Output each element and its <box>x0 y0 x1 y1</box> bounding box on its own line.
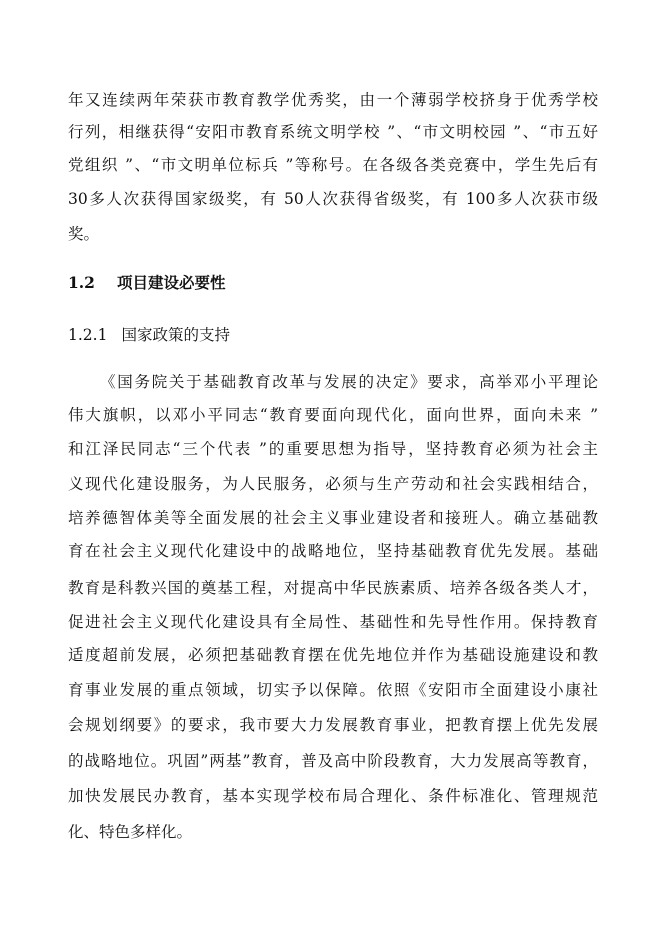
text-line: 培养德智体美等全面发展的社会主义事业建设者和接班人。确立基础教 <box>68 509 598 527</box>
text-line: 的战略地位。巩固”两基”教育，普及高中阶段教育，大力发展高等教育， <box>68 752 598 770</box>
text-line: 党组织 ”、“市文明单位标兵 ”等称号。在各级各类竞赛中，学生先后有 <box>68 156 598 174</box>
subsection-title: 国家政策的支持 <box>121 326 230 344</box>
text-line: 义现代化建设服务，为人民服务，必须与生产劳动和社会实践相结合， <box>68 475 598 493</box>
subsection-heading <box>68 325 230 345</box>
subsection-number: 1.2.1 <box>68 326 108 344</box>
text-line: 育事业发展的重点领域，切实予以保障。依照《安阳市全面建设小康社 <box>68 681 598 699</box>
text-line: 育在社会主义现代化建设中的战略地位，坚持基础教育优先发展。基础 <box>68 542 598 560</box>
text-line: 《国务院关于基础教育改革与发展的决定》要求，高举邓小平理论 <box>100 373 598 391</box>
text-line: 行列，相继获得“安阳市教育系统文明学校 ”、“市文明校园 ”、“市五好 <box>68 123 598 141</box>
text-line: 和江泽民同志“三个代表 ”的重要思想为指导，坚持教育必须为社会主 <box>68 440 598 458</box>
text-line: 促进社会主义现代化建设具有全局性、基础性和先导性作用。保持教育 <box>68 613 598 631</box>
text-line: 适度超前发展，必须把基础教育摆在优先地位并作为基础设施建设和教 <box>68 646 598 664</box>
section-number: 1.2 <box>68 273 95 292</box>
text-line: 奖。 <box>68 225 100 243</box>
text-line: 年又连续两年荣获市教育教学优秀奖，由一个薄弱学校挤身于优秀学校 <box>68 91 598 109</box>
text-line: 会规划纲要》的要求，我市要大力发展教育事业，把教育摆上优先发展 <box>68 716 598 734</box>
text-line: 30多人次获得国家级奖，有 50人次获得省级奖，有 100多人次获市级 <box>68 190 598 208</box>
section-heading <box>68 273 225 293</box>
text-line: 化、特色多样化。 <box>68 823 193 841</box>
text-line: 加快发展民办教育，基本实现学校布局合理化、条件标准化、管理规范 <box>68 787 598 805</box>
section-title: 项目建设必要性 <box>116 273 226 292</box>
text-line: 教育是科教兴国的奠基工程，对提高中华民族素质、培养各级各类人才， <box>68 579 598 597</box>
text-line: 伟大旗帜，以邓小平同志“教育要面向现代化，面向世界，面向未来 ” <box>68 406 598 424</box>
